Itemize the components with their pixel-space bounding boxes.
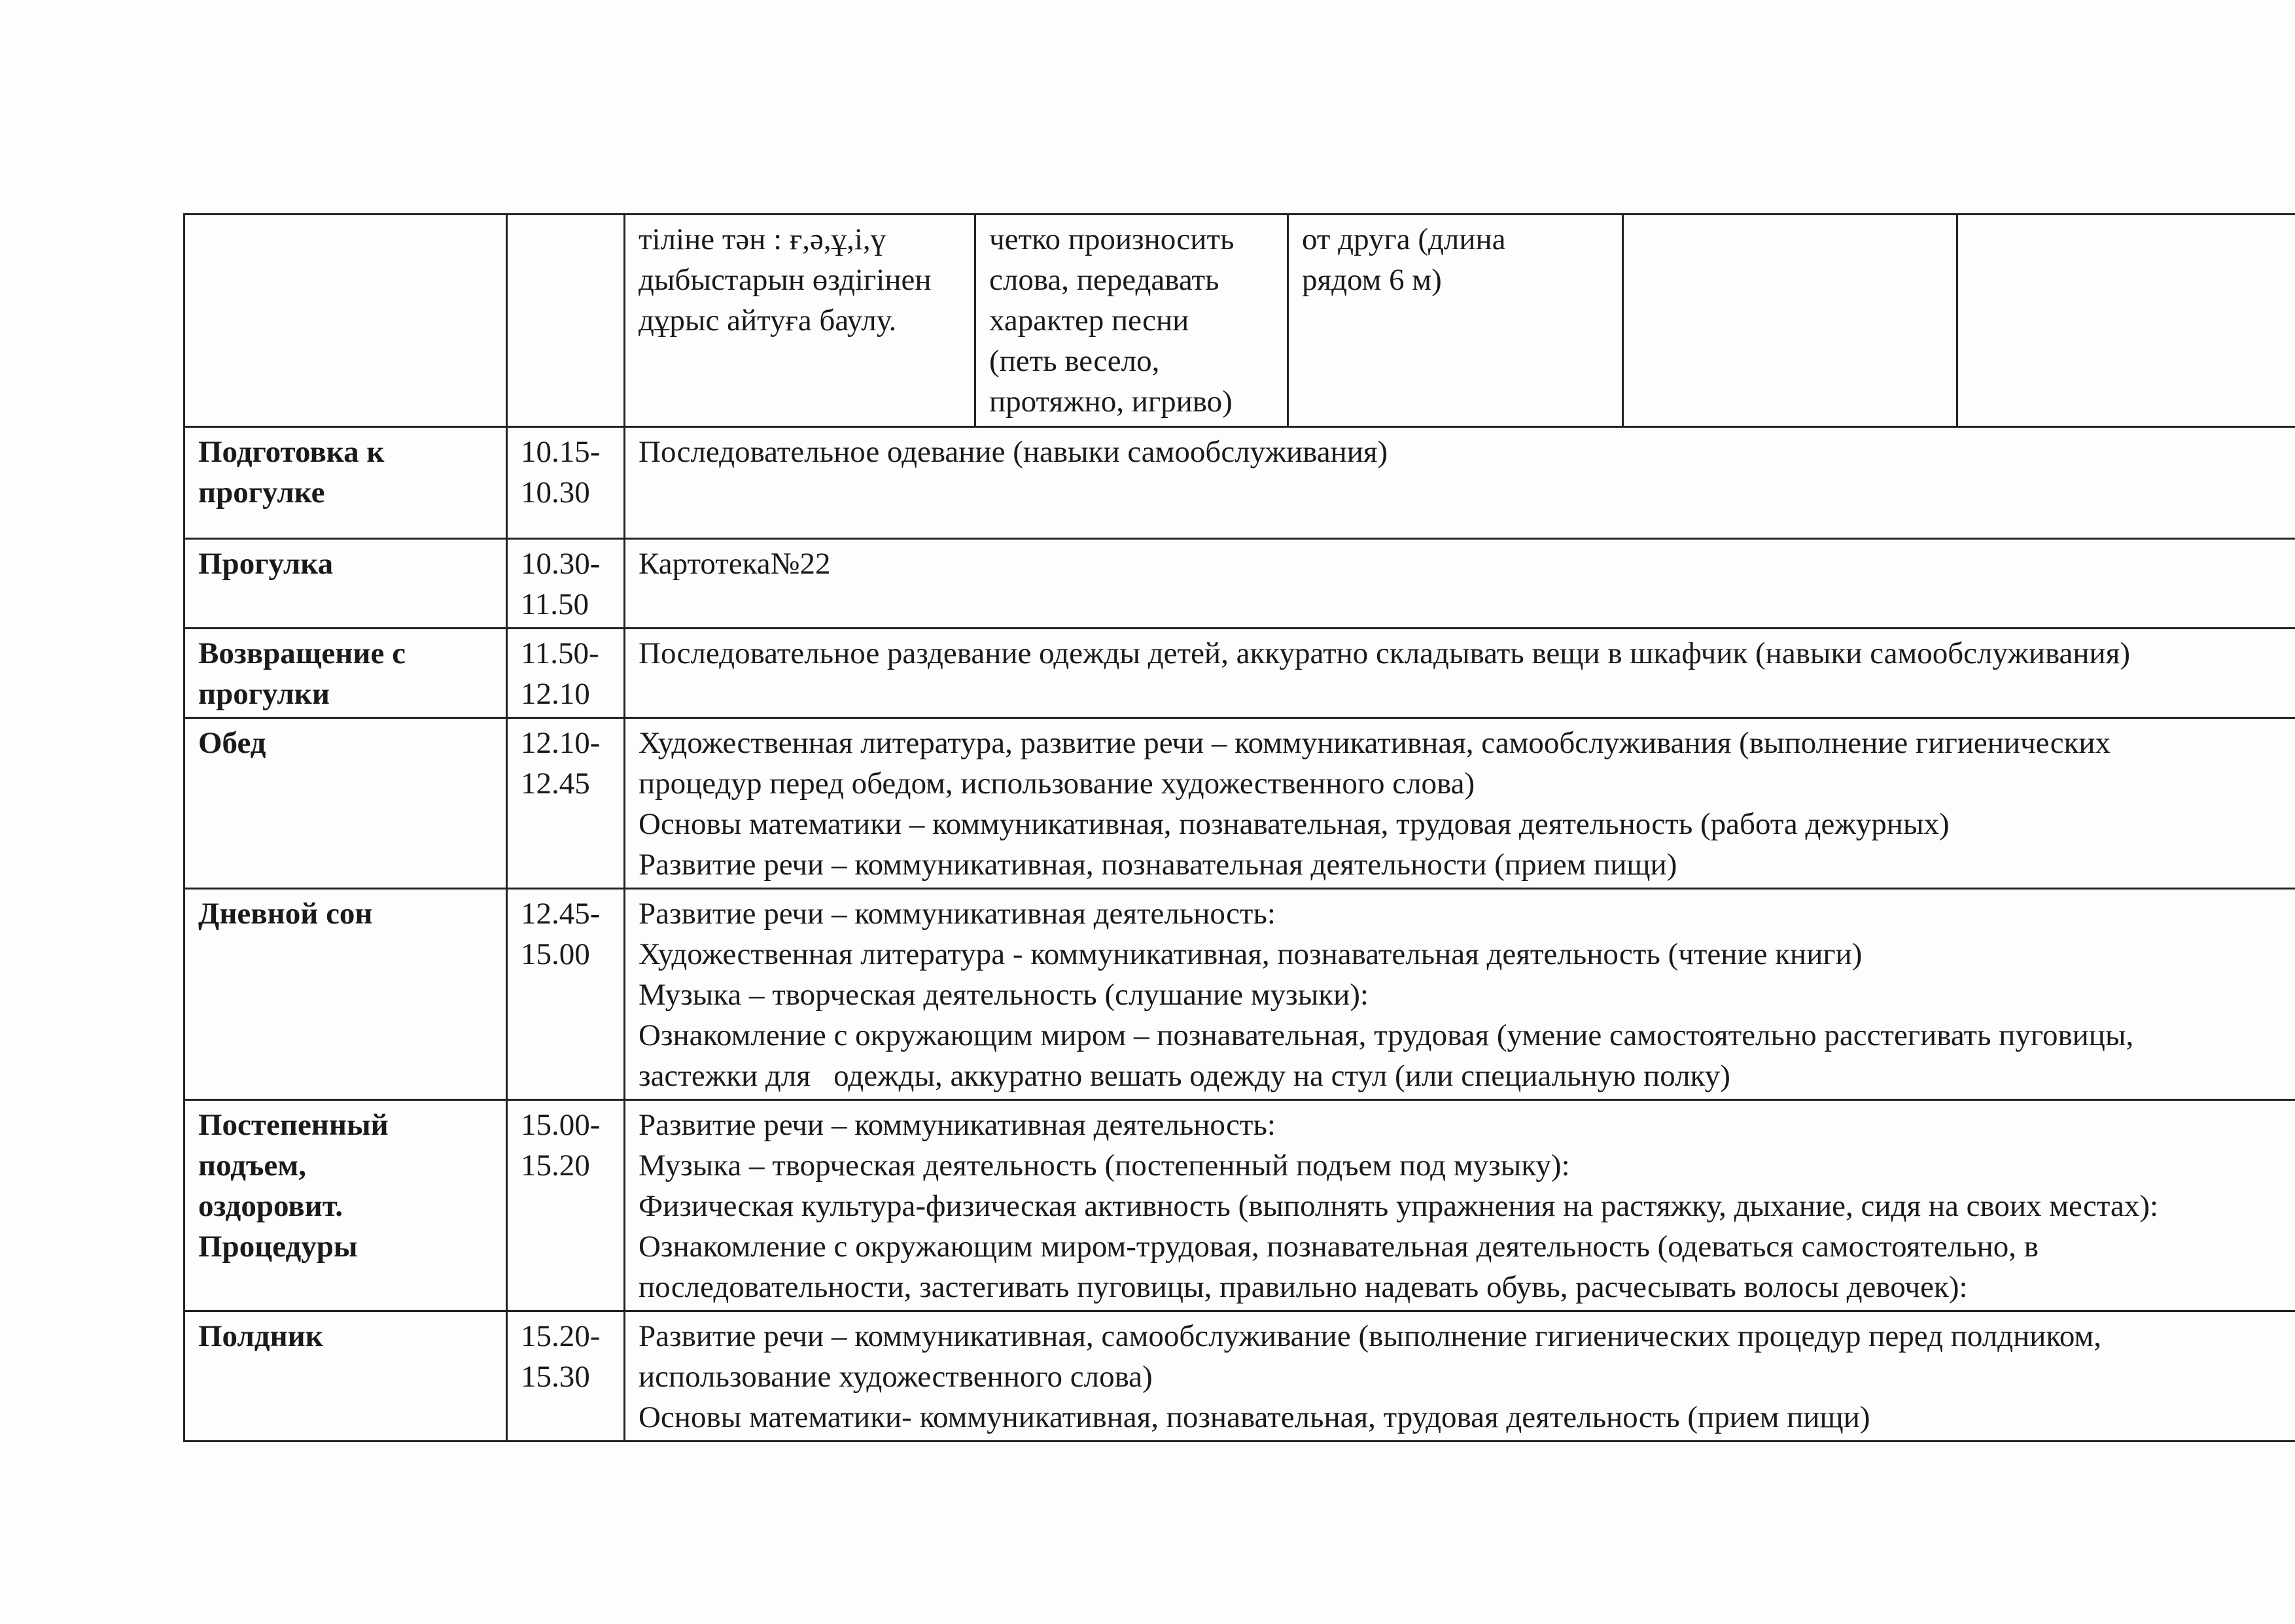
text-line: Возвращение с [198,636,406,670]
text-line: Развитие речи – коммуникативная, самообслуживание (выполнение гигиенических процедур перед полдником, [639,1319,2101,1353]
activity-cell [625,718,2295,889]
text-line: Развитие речи – коммуникативная, познавательная деятельности (прием пищи) [639,848,1677,882]
text-line: 12.45- [521,897,601,931]
text-line: 10.15- [521,435,601,469]
text-line: 15.00- [521,1108,601,1142]
text-line: Физическая культура-физическая активность (выполнять упражнения на растяжку, дыхание, сидя на своих местах): [639,1189,2159,1223]
text-line: Прогулка [198,547,334,581]
text-line: 11.50 [521,587,589,621]
text-line: Музыка – творческая деятельность (слушание музыки): [639,978,1369,1012]
time-cell [507,427,625,539]
text-line: процедур перед обедом, использование художественного слова) [639,767,1475,801]
empty-cell [1623,215,1957,427]
text-line: Развитие речи – коммуникативная деятельность: [639,1108,1276,1142]
text-line: 10.30- [521,547,601,581]
activity-cell [625,1100,2295,1311]
text-line: Последовательное раздевание одежды детей, аккуратно складывать вещи в шкафчик (навыки самообслуживания) [639,636,2130,670]
kazakh-text-cell [625,215,975,427]
text-line: 10.30 [521,475,590,510]
activity-cell [625,629,2295,718]
table-row [184,539,2295,629]
table-row [184,1311,2295,1442]
text-line: слова, передавать [989,263,1219,297]
text-line: Ознакомление с окружающим миром-трудовая, познавательная деятельность (одеваться самостоятельно, в [639,1230,2039,1264]
text-line: оздоровит. [198,1189,343,1223]
text-line: 15.30 [521,1360,590,1394]
regime-cell [184,718,507,889]
table-row [184,889,2295,1100]
activity-cell [625,889,2295,1100]
time-cell [507,718,625,889]
text-line: Художественная литература, развитие речи – коммуникативная, самообслуживания (выполнение гигиенических [639,726,2111,760]
table-row-continuation [184,215,2295,427]
text-line: 11.50- [521,636,599,670]
text-line: Обед [198,726,266,760]
text-line: 15.20- [521,1319,601,1353]
regime-cell [184,1311,507,1442]
text-line: Музыка – творческая деятельность (постепенный подъем под музыку): [639,1149,1570,1183]
time-cell [507,539,625,629]
text-line: Развитие речи – коммуникативная деятельность: [639,897,1276,931]
text-line: четко произносить [989,222,1235,256]
text-line: 12.45 [521,767,590,801]
daily-schedule-table [183,213,2295,1442]
activity-cell [625,427,2295,539]
empty-cell [507,215,625,427]
text-line: Постепенный [198,1108,389,1142]
text-line: Основы математики – коммуникативная, познавательная, трудовая деятельность (работа дежурных) [639,807,1950,841]
text-line: последовательности, застегивать пуговицы, правильно надевать обувь, расчесывать волосы девочек): [639,1270,1968,1304]
text-line: дұрыс айтуға баулу. [639,303,897,337]
text-line: Последовательное одевание (навыки самообслуживания) [639,435,1388,469]
text-line: Полдник [198,1319,323,1353]
regime-cell [184,629,507,718]
text-line: прогулке [198,475,325,510]
music-text-cell [975,215,1288,427]
text-line: дыбыстарын өздігінен [639,263,932,297]
text-line: застежки для одежды, аккуратно вешать одежду на стул (или специальную полку) [639,1059,1730,1093]
table-row [184,629,2295,718]
time-cell [507,1100,625,1311]
regime-cell [184,889,507,1100]
table-row [184,718,2295,889]
activity-cell [625,1311,2295,1442]
physical-text-cell [1288,215,1623,427]
text-line: Подготовка к [198,435,385,469]
text-line: Процедуры [198,1230,358,1264]
text-line: Картотека№22 [639,547,831,581]
empty-cell [184,215,507,427]
time-cell [507,889,625,1100]
text-line: (петь весело, [989,344,1160,378]
text-line: подъем, [198,1149,307,1183]
text-line: Основы математики- коммуникативная, познавательная, трудовая деятельность (прием пищи) [639,1400,1870,1434]
time-cell [507,1311,625,1442]
time-cell [507,629,625,718]
text-line: протяжно, игриво) [989,385,1233,419]
regime-cell [184,427,507,539]
regime-cell [184,539,507,629]
table-row [184,427,2295,539]
text-line: Художественная литература - коммуникативная, познавательная деятельность (чтение книги) [639,937,1863,971]
text-line: Ознакомление с окружающим миром – познавательная, трудовая (умение самостоятельно расстегивать пуговицы, [639,1018,2134,1052]
empty-cell [1957,215,2295,427]
text-line: использование художественного слова) [639,1360,1153,1394]
activity-cell [625,539,2295,629]
text-line: 15.00 [521,937,590,971]
text-line: 12.10 [521,677,590,711]
regime-cell [184,1100,507,1311]
text-line: тіліне тән : ғ,ә,ұ,і,ү [639,222,886,256]
text-line: от друга (длина [1302,222,1506,256]
text-line: Дневной сон [198,897,373,931]
text-line: прогулки [198,677,330,711]
table-row [184,1100,2295,1311]
text-line: 15.20 [521,1149,590,1183]
text-line: 12.10- [521,726,601,760]
text-line: характер песни [989,303,1189,337]
text-line: рядом 6 м) [1302,263,1442,297]
